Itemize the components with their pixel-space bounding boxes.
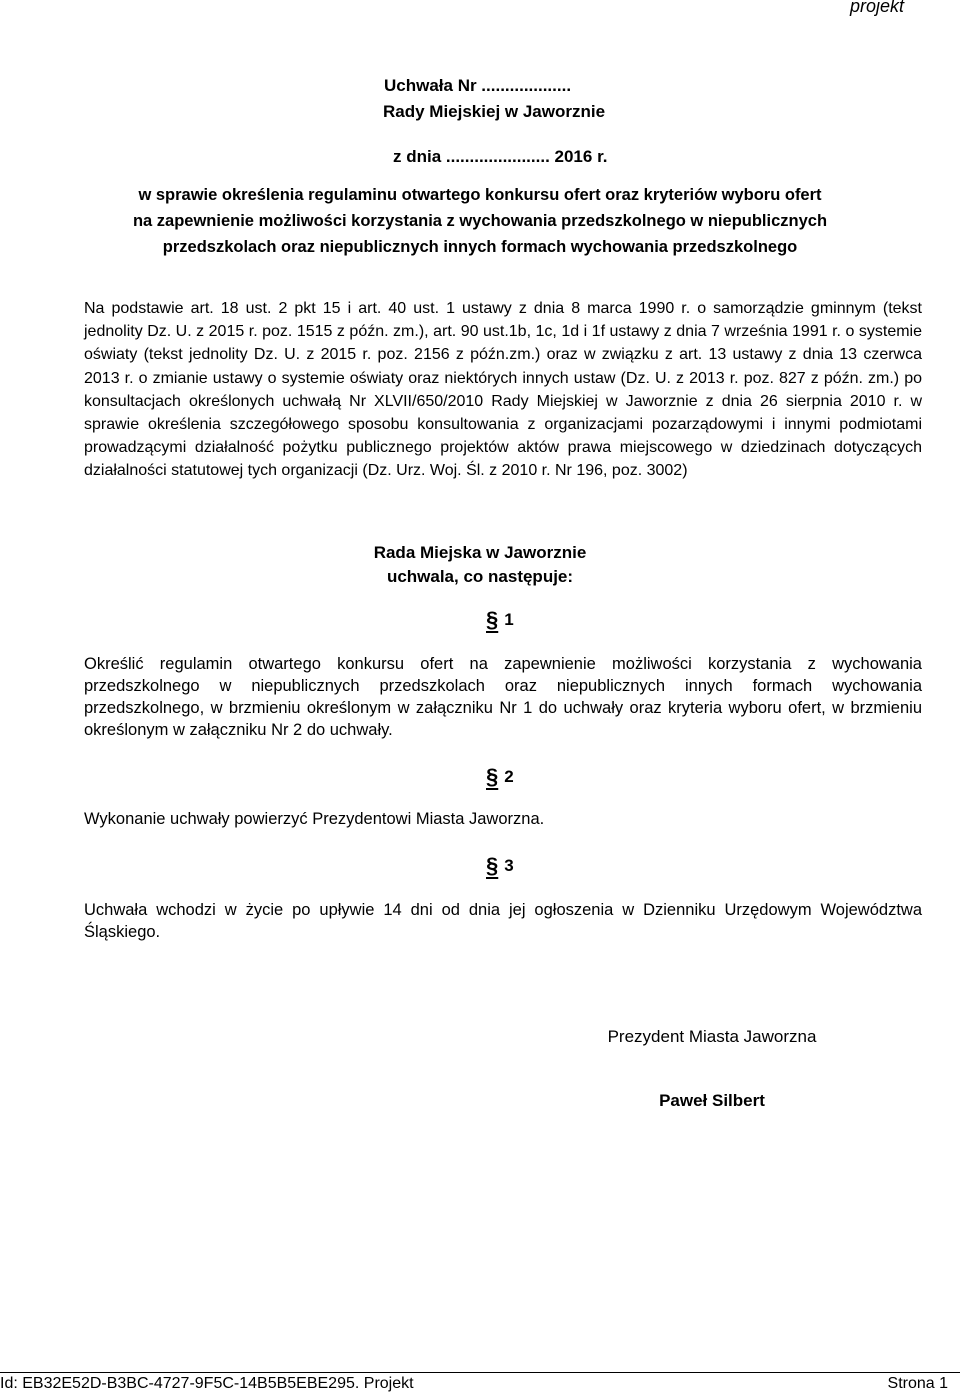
enactment-council: Rada Miejska w Jaworznie — [373, 543, 587, 562]
footer-divider — [0, 1372, 960, 1373]
section-1-text: Określić regulamin otwartego konkursu ofert na zapewnienie możliwości korzystania z wychowania przedszkolnego w niepublicznych przedszkolach oraz niepublicznych innych formach wychowania przedszkolnego, w brzmieniu określonym w załączniku Nr 1 do uchwały oraz kryteria wyboru ofert, w brzmieniu określonym w załączniku Nr 2 do uchwały. — [84, 655, 922, 739]
section-2-heading — [486, 764, 514, 790]
section-sign: § — [486, 607, 499, 632]
signatory-name: Paweł Silbert — [659, 1091, 765, 1110]
signatory-position: Prezydent Miasta Jaworzna — [607, 1027, 817, 1046]
section-2-text: Wykonanie uchwały powierzyć Prezydentowi Miasta Jaworzna. — [84, 810, 545, 828]
section-number: 3 — [504, 856, 514, 875]
enactment-formula: uchwala, co następuje: — [386, 567, 574, 586]
draft-label: projekt — [849, 0, 904, 16]
document-id: Id: EB32E52D-B3BC-4727-9F5C-14B5B5EBE295. Projekt — [0, 1375, 414, 1392]
subject-line: w sprawie określenia regulaminu otwartego konkursu ofert oraz kryteriów wyboru ofert — [138, 186, 822, 204]
section-sign: § — [486, 764, 499, 789]
page-number: Strona 1 — [887, 1375, 948, 1392]
page-footer — [0, 1372, 960, 1396]
section-3-text: Uchwała wchodzi w życie po upływie 14 dni od dnia jej ogłoszenia w Dzienniku Urzędowym Województwa Śląskiego. — [84, 901, 922, 941]
section-3-heading — [486, 853, 514, 879]
subject-line: na zapewnienie możliwości korzystania z wychowania przedszkolnego w niepublicznych — [132, 212, 828, 230]
section-sign: § — [486, 853, 499, 878]
resolution-subject — [84, 182, 876, 260]
enactment-heading — [0, 541, 960, 589]
section-1-heading — [486, 607, 514, 633]
resolution-number: Uchwała Nr ................... — [384, 76, 572, 95]
section-number: 2 — [504, 767, 514, 786]
council-name: Rady Miejskiej w Jaworznie — [383, 102, 606, 121]
legal-basis-paragraph: Na podstawie art. 18 ust. 2 pkt 15 i art. 40 ust. 1 ustawy z dnia 8 marca 1990 r. o samorządzie gminnym (tekst jednolity Dz. U. z 2015 r. poz. 1515 z późn. zm.), art. 90 ust.1b, 1c, 1d i 1f ustawy z dnia 7 września 1991 r. o systemie oświaty (tekst jednolity Dz. U. z 2015 r. poz. 2156 z późn.zm.) oraz w związku z art. 13 ustawy z dnia 13 czerwca 2013 r. o zmianie ustawy o systemie oświaty oraz niektórych innych ustaw (Dz. U. z 2013 r. poz. 827 z późn. zm.) po konsultacjach określonych uchwałą Nr XLVII/650/2010 Rady Miejskiej w Jaworznie z dnia 26 sierpnia 2010 r. w sprawie określenia szczegółowego sposobu konsultowania z organizacjami pozarządowymi i innymi podmiotami prowadzącymi działalność pożytku publicznego projektów aktów prawa miejscowego w dziedzinach dotyczących działalności statutowej tych organizacji (Dz. Urz. Woj. Śl. z 2010 r. Nr 196, poz. 3002) — [84, 300, 922, 480]
section-number: 1 — [504, 610, 514, 629]
resolution-date: z dnia ...................... 2016 r. — [393, 147, 608, 166]
subject-line: przedszkolach oraz niepublicznych innych formach wychowania przedszkolnego — [162, 238, 798, 256]
